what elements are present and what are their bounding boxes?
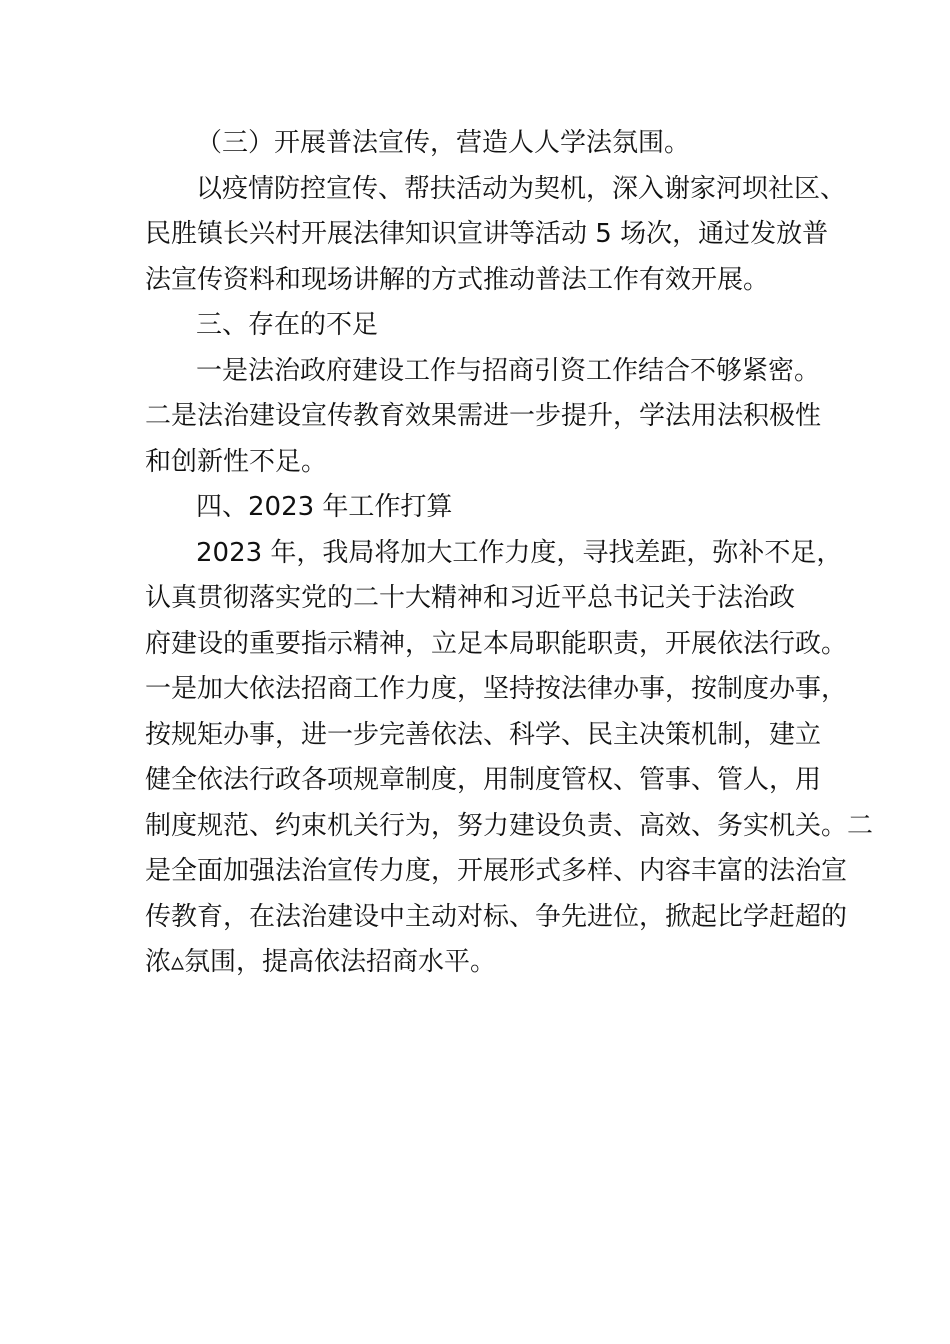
paragraph-line: 二是法治建设宣传教育效果需进一步提升，学法用法积极性	[145, 401, 822, 431]
paragraph-line: 制度规范、约束机关行为，努力建设负责、高效、务实机关。二	[145, 811, 874, 841]
paragraph-line: 府建设的重要指示精神，立足本局职能职责，开展依法行政。	[145, 629, 848, 659]
paragraph-line: 按规矩办事，进一步完善依法、科学、民主决策机制，建立	[145, 720, 822, 750]
paragraph-line: 以疫情防控宣传、帮扶活动为契机，深入谢家河坝社区、	[196, 174, 847, 204]
paragraph-line: 是全面加强法治宣传力度，开展形式多样、内容丰富的法治宣	[145, 856, 848, 886]
paragraph-line: 一是法治政府建设工作与招商引资工作结合不够紧密。	[196, 356, 821, 386]
paragraph-line: 民胜镇长兴村开展法律知识宣讲等活动 5 场次，通过发放普	[145, 219, 829, 249]
section-heading-4: 四、2023 年工作打算	[196, 492, 453, 522]
paragraph-line: 法宣传资料和现场讲解的方式推动普法工作有效开展。	[145, 265, 770, 295]
paragraph-line: 一是加大依法招商工作力度，坚持按法律办事，按制度办事，	[145, 674, 848, 704]
subsection-heading-3: （三）开展普法宣传，营造人人学法氛围。	[196, 128, 691, 158]
paragraph-line: 2023 年，我局将加大工作力度，寻找差距，弥补不足，	[196, 538, 843, 568]
paragraph-line: 健全依法行政各项规章制度，用制度管权、管事、管人，用	[145, 765, 822, 795]
section-heading-3: 三、存在的不足	[196, 310, 379, 340]
paragraph-line: 和创新性不足。	[145, 447, 328, 477]
paragraph-line: 认真贯彻落实党的二十大精神和习近平总书记关于法治政	[145, 583, 796, 613]
paragraph-line: 传教育，在法治建设中主动对标、争先进位，掀起比学赶超的	[145, 902, 848, 932]
paragraph-line: 浓▵氛围，提高依法招商水平。	[145, 947, 497, 977]
